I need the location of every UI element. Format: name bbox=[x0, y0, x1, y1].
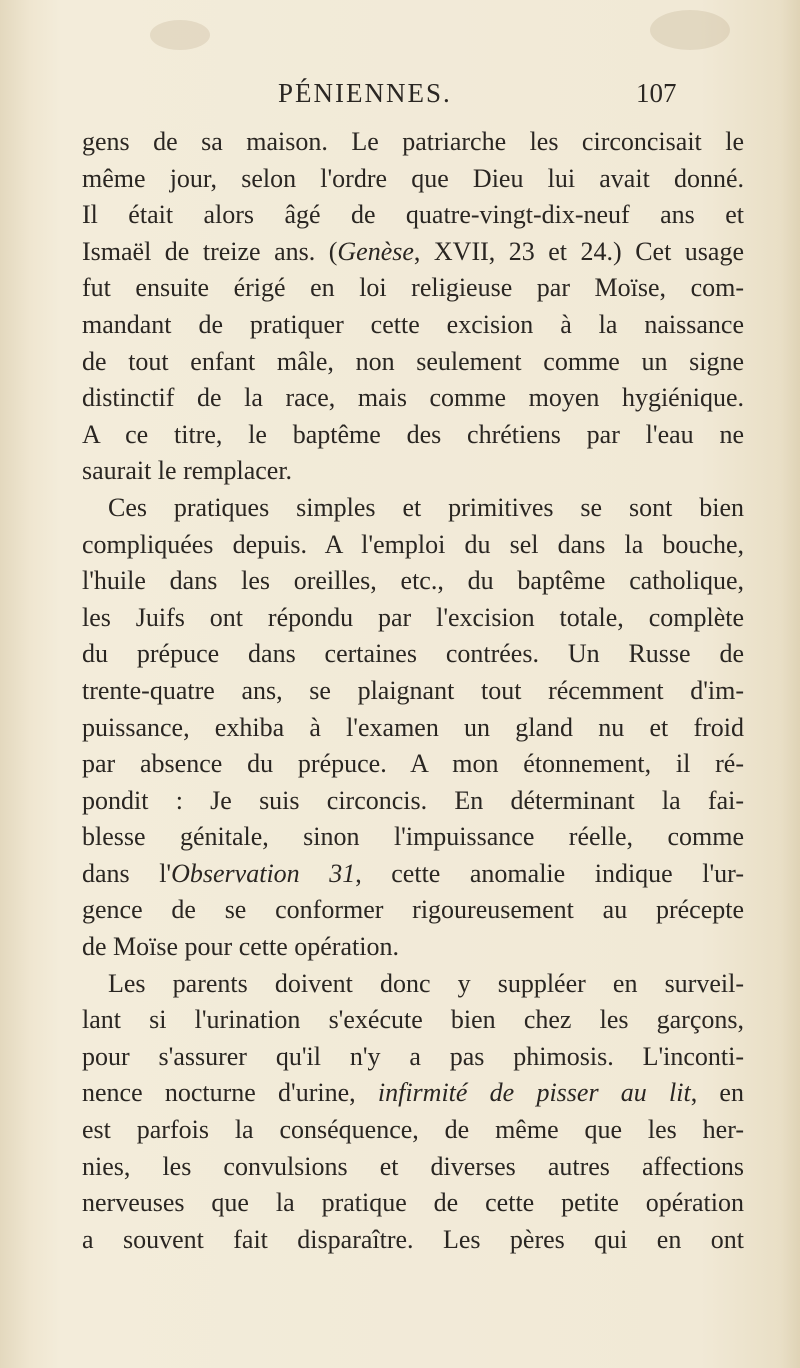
text-line bbox=[82, 856, 744, 893]
text-line bbox=[82, 234, 744, 271]
text-line: nerveuses que la pratique de cette petite opération bbox=[82, 1188, 744, 1218]
text-run: , cette anomalie indique l'ur- bbox=[355, 858, 744, 888]
text-line: mandant de pratiquer cette excision à la naissance bbox=[82, 309, 744, 339]
page-header bbox=[270, 78, 700, 114]
text-line: l'huile dans les oreilles, etc., du baptême catholique, bbox=[82, 566, 744, 596]
text-line: A ce titre, le baptême des chrétiens par l'eau ne bbox=[82, 419, 744, 449]
citation-genese: Genèse bbox=[337, 236, 414, 266]
text-line: Les parents doivent donc y suppléer en surveil- bbox=[108, 968, 744, 998]
text-line bbox=[82, 1075, 744, 1112]
text-line: blesse génitale, sinon l'impuissance réelle, comme bbox=[82, 822, 744, 852]
text-line: même jour, selon l'ordre que Dieu lui avait donné. bbox=[82, 163, 744, 193]
text-line: est parfois la conséquence, de même que les her- bbox=[82, 1115, 744, 1145]
paper-stain bbox=[150, 20, 210, 50]
text-line: trente-quatre ans, se plaignant tout récemment d'im- bbox=[82, 675, 744, 705]
text-line: pour s'assurer qu'il n'y a pas phimosis. L'inconti- bbox=[82, 1041, 744, 1071]
text-line: gence de se conformer rigoureusement au précepte bbox=[82, 895, 744, 925]
text-line: les Juifs ont répondu par l'excision totale, complète bbox=[82, 602, 744, 632]
text-line: saurait le remplacer. bbox=[82, 456, 293, 486]
paper-stain bbox=[650, 10, 730, 50]
text-line: fut ensuite érigé en loi religieuse par Moïse, com- bbox=[82, 273, 744, 303]
text-run: , en bbox=[690, 1078, 744, 1108]
text-line: du prépuce dans certaines contrées. Un Russe de bbox=[82, 639, 744, 669]
text-line: lant si l'urination s'exécute bien chez les garçons, bbox=[82, 1005, 744, 1035]
text-line: Ces pratiques simples et primitives se sont bien bbox=[108, 492, 744, 522]
text-run: Ismaël de treize ans. ( bbox=[82, 236, 338, 266]
text-run: dans l' bbox=[82, 858, 172, 888]
text-line: compliquées depuis. A l'emploi du sel dans la bouche, bbox=[82, 529, 744, 559]
text-run: nence nocturne d'urine, bbox=[82, 1078, 378, 1108]
text-line: de Moïse pour cette opération. bbox=[82, 932, 399, 962]
text-line: pondit : Je suis circoncis. En déterminant la fai- bbox=[82, 785, 744, 815]
text-line: Il était alors âgé de quatre-vingt-dix-neuf ans et bbox=[82, 200, 744, 230]
text-line: gens de sa maison. Le patriarche les circoncisait le bbox=[82, 127, 744, 156]
body-text bbox=[82, 124, 744, 1258]
text-run: , XVII, 23 et 24.) Cet usage bbox=[413, 236, 744, 266]
page-number: 107 bbox=[636, 78, 677, 108]
emphasis-infirmite: infirmité de pisser au lit bbox=[377, 1078, 691, 1108]
text-line: a souvent fait disparaître. Les pères qui en ont bbox=[82, 1224, 744, 1254]
text-line: par absence du prépuce. A mon étonnement, il ré- bbox=[82, 749, 744, 779]
text-line: nies, les convulsions et diverses autres affections bbox=[82, 1151, 744, 1181]
text-line: puissance, exhiba à l'examen un gland nu et froid bbox=[82, 712, 744, 742]
text-line: de tout enfant mâle, non seulement comme un signe bbox=[82, 346, 744, 376]
citation-observation: Observation 31 bbox=[171, 858, 356, 888]
running-title: PÉNIENNES. bbox=[278, 78, 452, 108]
text-line: distinctif de la race, mais comme moyen hygiénique. bbox=[82, 383, 744, 413]
